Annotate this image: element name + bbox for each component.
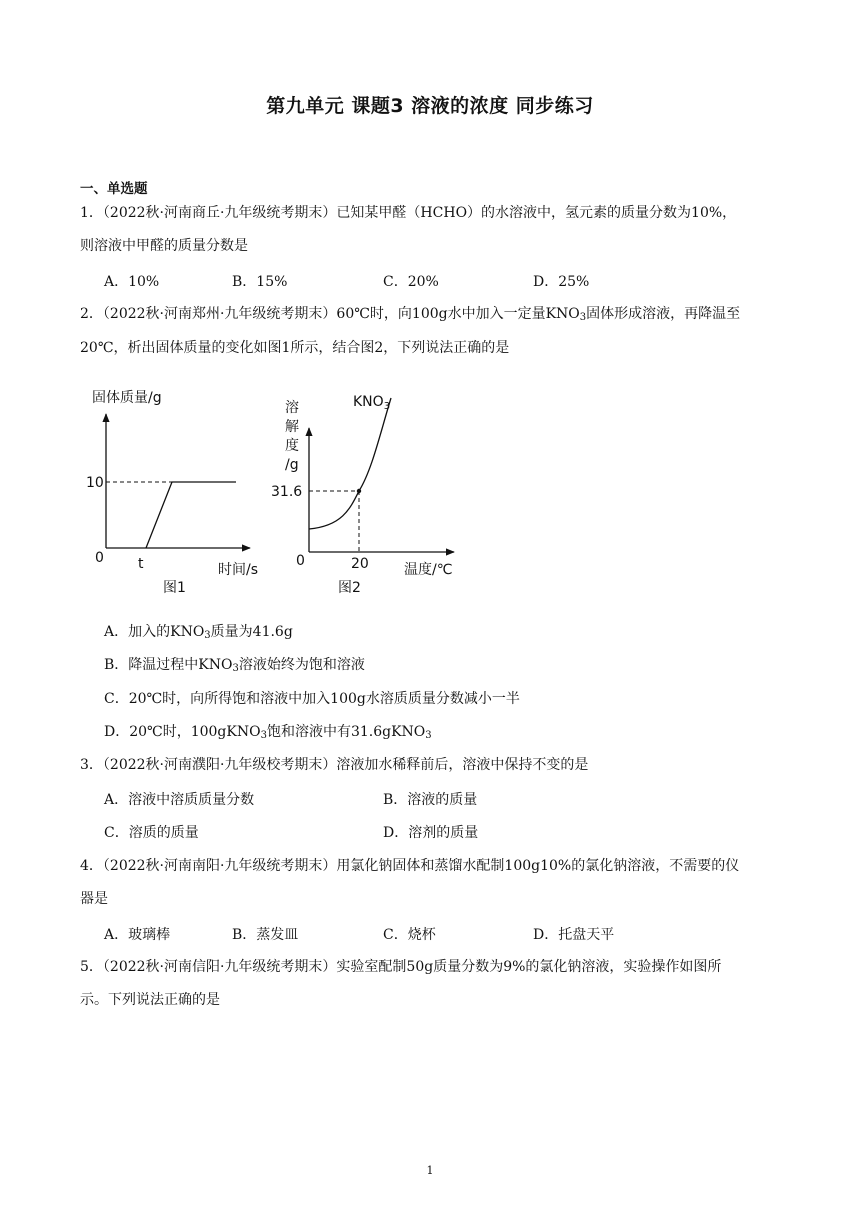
fig2-y-label-4: /g (285, 457, 299, 473)
fig2-kno3-curve (309, 398, 391, 529)
fig2-curve-label: $KNO_3$ (353, 394, 391, 412)
fig2-y-label-1: 溶 (285, 400, 299, 416)
q1-stem-line2: 则溶液中甲醛的质量分数是 (80, 238, 248, 254)
q2-option-c: C．20℃时，向所得饱和溶液中加入100g水溶质质量分数减小一半 (104, 691, 520, 707)
q5-stem-line2: 示。下列说法正确的是 (80, 992, 220, 1008)
fig1-y-tick: 10 (86, 475, 104, 491)
q5-stem-line1: 5．（2022秋·河南信阳·九年级统考期末）实验室配制50g质量分数为9%的氯化钠溶液，实验操作如图所 (80, 959, 722, 975)
q2-option-b: B．降温过程中$KNO_3$溶液始终为饱和溶液 (104, 657, 365, 674)
fig2-caption: 图2 (338, 580, 361, 596)
q4-stem-line2: 器是 (80, 891, 108, 907)
q4-stem-line1: 4．（2022秋·河南南阳·九年级统考期末）用氯化钠固体和蒸馏水配制100g10%的氯化钠溶液，不需要的仪 (80, 858, 740, 874)
fig1-caption: 图1 (163, 580, 186, 596)
fig1-origin: 0 (95, 550, 104, 566)
q1-stem-line1: 1．（2022秋·河南商丘·九年级统考期末）已知某甲醛（HCHO）的水溶液中，氢元素的质量分数为10%， (80, 205, 737, 221)
q4-option-b: B．蒸发皿 (232, 927, 299, 943)
fig2-x-tick: 20 (351, 556, 369, 572)
q2-stem-line2: 20℃，析出固体质量的变化如图1所示，结合图2，下列说法正确的是 (80, 340, 510, 356)
q3-option-b: B．溶液的质量 (383, 792, 478, 808)
q1-option-a: A．10% (104, 274, 160, 290)
q2-figures (80, 384, 480, 604)
section-heading: 一、单选题 (80, 181, 148, 197)
fig2-y-label-2: 解 (285, 419, 299, 435)
fig1-x-label: 时间/s (218, 562, 259, 578)
figure-1 (86, 389, 258, 596)
fig2-x-label: 温度/℃ (404, 562, 453, 578)
page-title: 第九单元 课题3 溶液的浓度 同步练习 (266, 95, 594, 117)
figure-2 (271, 394, 454, 596)
page-number: 1 (426, 1164, 434, 1177)
q4-option-c: C．烧杯 (383, 927, 436, 943)
q2-stem-line1: 2．（2022秋·河南郑州·九年级统考期末）60℃时，向100g水中加入一定量$KNO_3$固体形成溶液，再降温至 (80, 306, 741, 323)
fig2-point (357, 489, 361, 493)
q4-option-a: A．玻璃棒 (104, 927, 171, 943)
q1-option-b: B．15% (232, 274, 288, 290)
fig1-x-tick: t (138, 556, 144, 572)
q1-option-c: C．20% (383, 274, 439, 290)
fig1-y-label: 固体质量/g (92, 390, 162, 406)
q3-option-a: A．溶液中溶质质量分数 (104, 792, 255, 808)
q4-option-d: D．托盘天平 (533, 927, 615, 943)
q2-option-a: A．加入的$KNO_3$质量为41.6g (104, 624, 293, 641)
q3-option-c: C．溶质的质量 (104, 825, 199, 841)
q3-stem: 3．（2022秋·河南濮阳·九年级校考期末）溶液加水稀释前后，溶液中保持不变的是 (80, 757, 589, 773)
q3-option-d: D．溶剂的质量 (383, 825, 479, 841)
q2-option-d: D．20℃时，100gKNO$_3$饱和溶液中有31.6gKNO$_3$ (104, 724, 432, 741)
fig2-y-label-3: 度 (285, 438, 299, 454)
q1-option-d: D．25% (533, 274, 590, 290)
fig2-origin: 0 (296, 553, 305, 569)
fig2-y-tick: 31.6 (271, 484, 303, 500)
fig1-data-line (146, 482, 236, 548)
